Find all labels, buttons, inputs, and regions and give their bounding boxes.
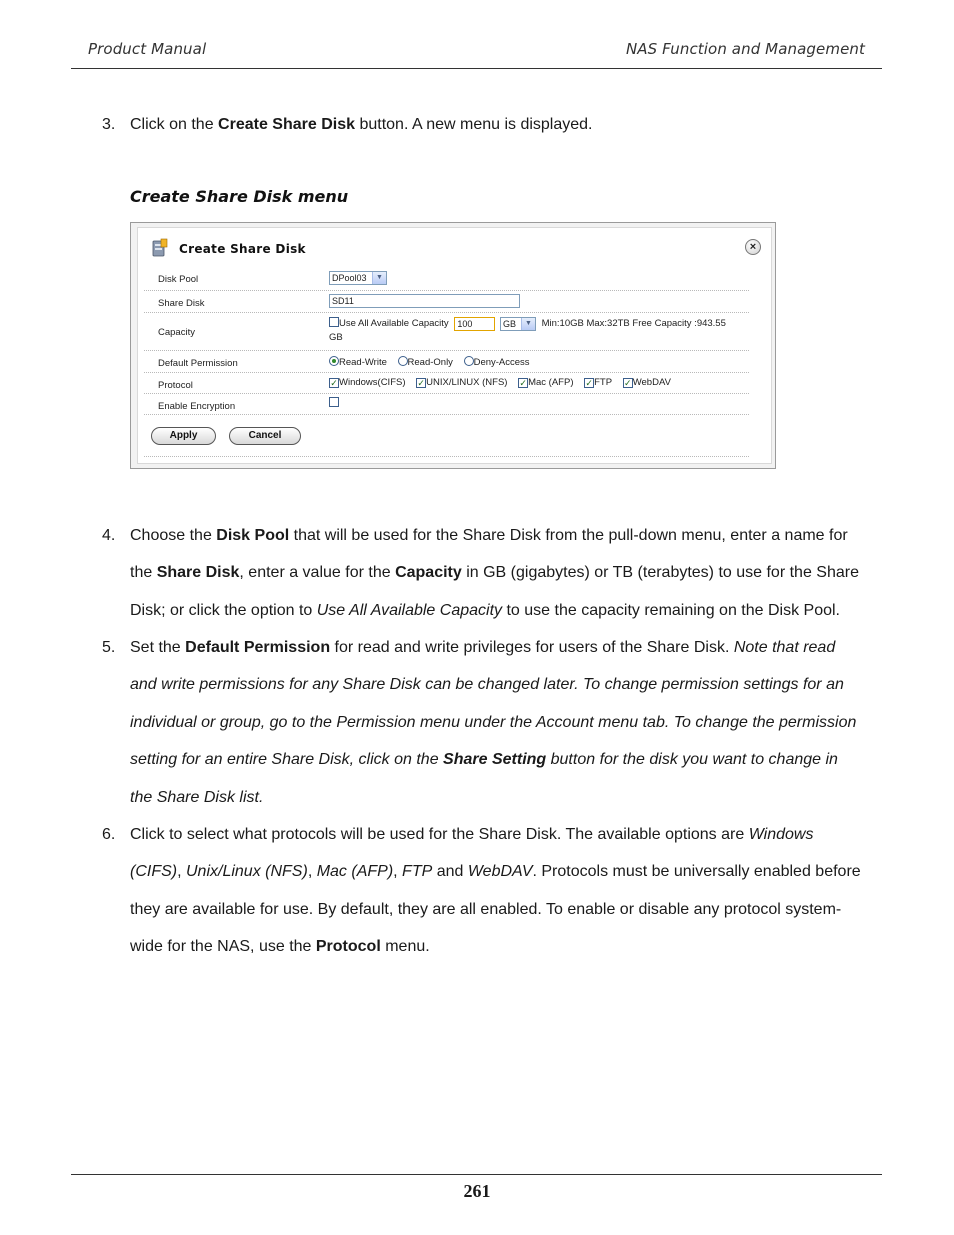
row-disk-pool: [144, 266, 749, 291]
bold-text: Protocol: [315, 938, 381, 956]
step-number: 3.: [102, 116, 116, 133]
option-label: Mac (AFP): [528, 377, 574, 388]
permission-option-deny-access[interactable]: [464, 356, 530, 368]
option-label: UNIX/LINUX (NFS): [426, 377, 508, 388]
checkbox-checked-icon[interactable]: ✓: [623, 378, 632, 388]
text: button. A new menu is displayed.: [355, 116, 593, 133]
protocol-option-ftp[interactable]: [584, 377, 612, 388]
footer-divider: [144, 434, 749, 457]
dialog-title: Create Share Disk: [179, 242, 306, 256]
figure-caption: Create Share Disk menu: [130, 187, 349, 206]
row-protocol: [144, 372, 749, 394]
italic-text: FTP: [402, 863, 433, 881]
italic-text: Windows (CIFS): [130, 826, 814, 881]
text: that will be used for the Share Disk from the pull-down menu, enter a name for the: [130, 527, 848, 582]
capacity-unit-value: GB: [502, 319, 516, 329]
capacity-info-unit: GB: [329, 332, 343, 343]
capacity-unit-select[interactable]: [500, 317, 536, 331]
create-share-disk-dialog: [130, 222, 776, 469]
encryption-checkbox[interactable]: [329, 397, 339, 407]
italic-text: Mac (AFP): [316, 863, 394, 881]
capacity-info: Min:10GB Max:32TB Free Capacity :943.55: [541, 318, 726, 329]
share-disk-input[interactable]: SD11: [329, 294, 520, 308]
radio-icon[interactable]: [464, 356, 474, 366]
text: in GB (gigabytes) or TB (terabytes) to use for the Share Disk; or click the option to: [130, 564, 859, 619]
encryption-label: Enable Encryption: [158, 401, 236, 412]
header-right: NAS Function and Management: [625, 40, 865, 58]
step-text: [130, 816, 862, 966]
apply-button[interactable]: Apply: [151, 427, 216, 445]
header-left: Product Manual: [88, 40, 207, 58]
bold-italic-text: Share Setting: [443, 751, 547, 769]
option-label: Windows(CIFS): [339, 377, 406, 388]
checkbox-checked-icon[interactable]: ✓: [417, 378, 425, 388]
italic-text: Unix/Linux (NFS): [186, 863, 308, 881]
protocol-option-cifs[interactable]: [329, 377, 406, 388]
chevron-down-icon: ▼: [521, 318, 535, 330]
bold-text: Capacity: [395, 564, 462, 582]
italic-text: Use All Available Capacity: [316, 601, 503, 619]
option-label: FTP: [594, 377, 613, 388]
text: Choose the: [130, 527, 217, 544]
step-text: [130, 629, 862, 816]
header-rule: [71, 68, 882, 69]
page-number: 261: [463, 1181, 491, 1201]
step-3: [102, 106, 862, 143]
text: menu.: [380, 938, 430, 956]
bold-text: Create Share Disk: [218, 116, 356, 133]
text: Click to select what protocols will be used for the Share Disk. The available options are: [130, 826, 749, 843]
checkbox-checked-icon[interactable]: ✓: [330, 378, 338, 388]
step-number: 5.: [102, 639, 116, 656]
text: ,: [307, 863, 317, 881]
row-encryption: [144, 393, 749, 415]
row-default-permission: [144, 350, 749, 373]
italic-text: WebDAV: [467, 863, 533, 881]
share-disk-label: Share Disk: [158, 298, 205, 309]
permission-option-read-write[interactable]: [329, 356, 387, 368]
row-capacity: [144, 312, 749, 351]
disk-pool-label: Disk Pool: [158, 274, 199, 285]
protocol-label: Protocol: [158, 380, 193, 391]
use-all-capacity-label: Use All Available Capacity: [339, 318, 449, 329]
option-label: WebDAV: [632, 377, 671, 388]
dialog-panel: [137, 227, 772, 464]
step-text: [130, 106, 862, 143]
checkbox-checked-icon[interactable]: ✓: [585, 378, 593, 388]
step-number: 6.: [102, 826, 116, 843]
bold-text: Disk Pool: [216, 527, 290, 544]
bold-text: Default Permission: [185, 639, 331, 656]
step-6: [102, 816, 862, 966]
checkbox-checked-icon[interactable]: ✓: [519, 378, 527, 388]
step-text: [130, 517, 862, 629]
chevron-down-icon: ▼: [372, 272, 386, 284]
text: . Protocols must be universally enabled before they are available for use. By default, they are all enabled. To enable or disable any protocol system-wide for the NAS, use the: [130, 863, 861, 956]
protocol-option-afp[interactable]: [518, 377, 573, 388]
radio-icon[interactable]: [398, 356, 408, 366]
capacity-input[interactable]: 100: [454, 317, 495, 331]
text: and: [432, 863, 468, 881]
text: Click on the: [130, 116, 219, 133]
disk-pool-value: DPool03: [332, 273, 367, 283]
step-number: 4.: [102, 527, 116, 544]
footer-rule: [71, 1174, 882, 1175]
permission-option-read-only[interactable]: [398, 356, 453, 368]
radio-icon[interactable]: [329, 356, 339, 366]
option-label: Deny-Access: [473, 357, 530, 368]
option-label: Read-Write: [339, 357, 387, 368]
text: Set the: [130, 639, 186, 656]
close-icon[interactable]: ×: [745, 239, 761, 255]
text: ,: [393, 863, 403, 881]
share-disk-icon: [151, 238, 169, 258]
row-share-disk: [144, 290, 749, 313]
option-label: Read-Only: [407, 357, 453, 368]
cancel-button[interactable]: Cancel: [229, 427, 301, 445]
text: , enter a value for the: [239, 564, 396, 582]
protocol-option-nfs[interactable]: [416, 377, 507, 388]
default-permission-label: Default Permission: [158, 358, 238, 369]
text: to use the capacity remaining on the Disk Pool.: [502, 601, 840, 619]
text: ,: [177, 863, 186, 881]
italic-text: Note that read and write permissions for any Share Disk can be changed later. To change permission settings for an individual or group, go to the Permission menu under the Account menu tab. To change the permission setting for an entire Share Disk, click on the: [130, 639, 857, 769]
italic-text: button for the disk you want to change in the Share Disk list.: [130, 751, 838, 806]
protocol-option-webdav[interactable]: [623, 377, 671, 388]
capacity-label: Capacity: [158, 327, 195, 338]
step-5: [102, 629, 862, 816]
use-all-capacity-checkbox[interactable]: [329, 317, 339, 327]
bold-text: Share Disk: [156, 564, 240, 582]
step-4: [102, 517, 862, 629]
text: for read and write privileges for users of the Share Disk.: [330, 639, 734, 656]
disk-pool-select[interactable]: [329, 271, 387, 285]
